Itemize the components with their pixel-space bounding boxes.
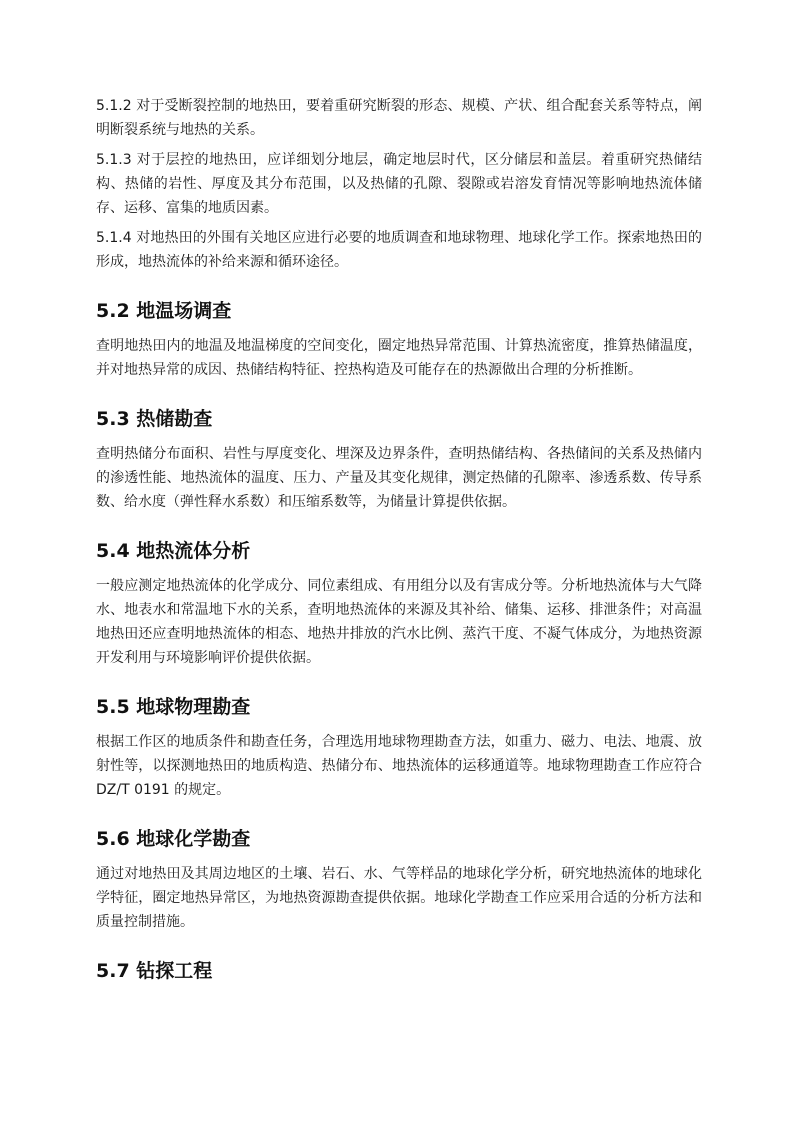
section-body-5-2: 查明地热田内的地温及地温梯度的空间变化，圈定地热异常范围、计算热流密度，推算热储温度，并对地热异常的成因、热储结构特征、控热构造及可能存在的热源做出合理的分析推断。: [96, 338, 702, 378]
section-heading-5-4: 5.4 地热流体分析: [96, 540, 251, 562]
section-heading-5-5: 5.5 地球物理勘查: [96, 696, 251, 718]
section-heading-5-6: 5.6 地球化学勘查: [96, 828, 251, 850]
section-heading-5-3: 5.3 热储勘查: [96, 408, 213, 430]
section-heading-5-7: 5.7 钻探工程: [96, 960, 213, 982]
section-body-5-4: 一般应测定地热流体的化学成分、同位素组成、有用组分以及有害成分等。分析地热流体与大气降水、地表水和常温地下水的关系，查明地热流体的来源及其补给、储集、运移、排泄条件；对高温地热田还应查明地热流体的相态、地热井排放的汽水比例、蒸汽干度、不凝气体成分，为地热资源开发利用与环境影响评价提供依据。: [96, 578, 702, 666]
clause-5-1-4: 5.1.4 对地热田的外围有关地区应进行必要的地质调查和地球物理、地球化学工作。探索地热田的形成，地热流体的补给来源和循环途径。: [96, 230, 702, 270]
section-heading-5-2: 5.2 地温场调查: [96, 300, 232, 322]
page-content: [96, 94, 702, 994]
section-body-5-3: 查明热储分布面积、岩性与厚度变化、埋深及边界条件，查明热储结构、各热储间的关系及热储内的渗透性能、地热流体的温度、压力、产量及其变化规律，测定热储的孔隙率、渗透系数、传导系数、给水度（弹性释水系数）和压缩系数等，为储量计算提供依据。: [96, 446, 702, 510]
clause-5-1-2: 5.1.2 对于受断裂控制的地热田，要着重研究断裂的形态、规模、产状、组合配套关系等特点，阐明断裂系统与地热的关系。: [96, 98, 702, 138]
section-body-5-6: 通过对地热田及其周边地区的土壤、岩石、水、气等样品的地球化学分析，研究地热流体的地球化学特征，圈定地热异常区，为地热资源勘查提供依据。地球化学勘查工作应采用合适的分析方法和质量控制措施。: [96, 866, 702, 930]
section-body-5-5: 根据工作区的地质条件和勘查任务，合理选用地球物理勘查方法，如重力、磁力、电法、地震、放射性等，以探测地热田的地质构造、热储分布、地热流体的运移通道等。地球物理勘查工作应符合 DZ/T 0191 的规定。: [96, 734, 702, 798]
clause-5-1-3: 5.1.3 对于层控的地热田，应详细划分地层，确定地层时代，区分储层和盖层。着重研究热储结构、热储的岩性、厚度及其分布范围，以及热储的孔隙、裂隙或岩溶发育情况等影响地热流体储存、运移、富集的地质因素。: [96, 152, 702, 216]
